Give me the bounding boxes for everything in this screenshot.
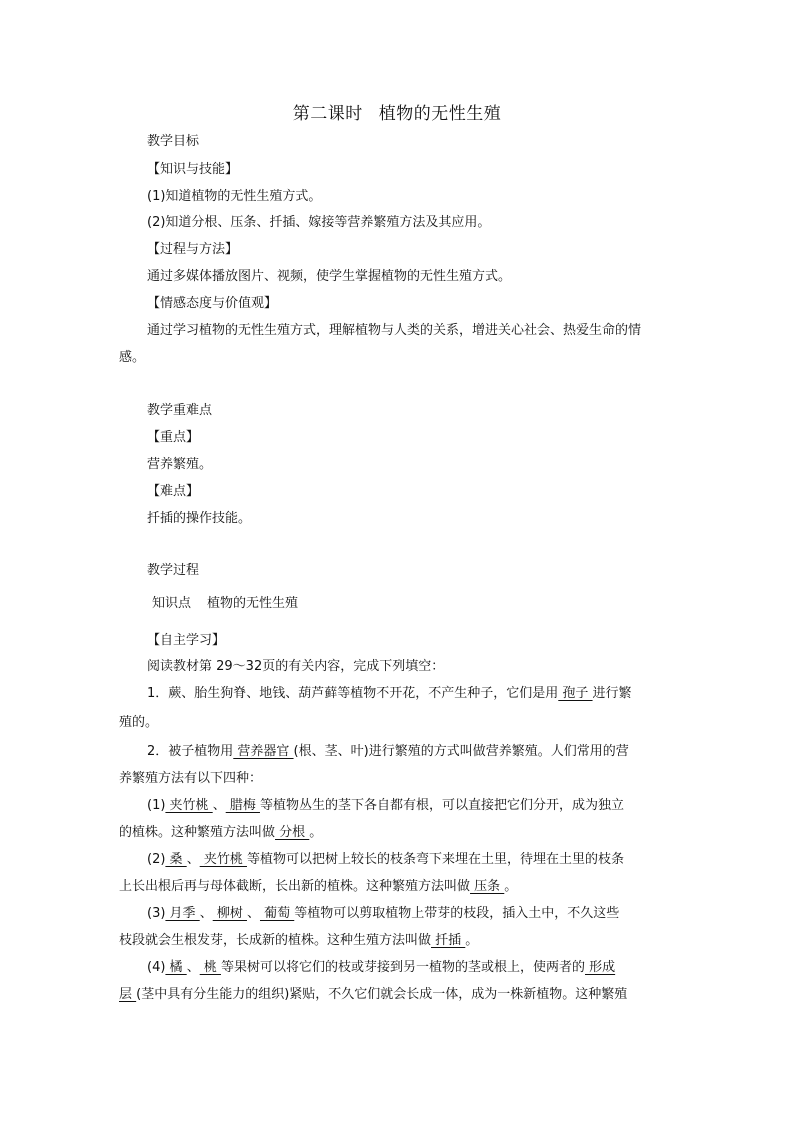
s3-answer-4: 扦插 bbox=[431, 933, 466, 948]
question-1-line-1 bbox=[147, 684, 632, 704]
s1-answer-1: 夹竹桃 bbox=[165, 798, 213, 813]
knowledge-point bbox=[152, 594, 298, 614]
sub-4-line-1 bbox=[147, 958, 615, 978]
knowledge-item-2: (2)知道分根、压条、扦插、嫁接等营养繁殖方法及其应用。 bbox=[147, 215, 491, 230]
q1-text: 1．蕨、胎生狗脊、地钱、葫芦藓等植物不开花，不产生种子，它们是用 bbox=[147, 686, 559, 701]
s2-sep: 、 bbox=[186, 852, 200, 867]
s1-end: 。 bbox=[309, 825, 323, 840]
s2-end: 。 bbox=[504, 879, 518, 894]
s2-text-2: 上长出根后再与母体截断，长出新的植株。这种繁殖方法叫做 bbox=[119, 879, 471, 894]
objectives-heading: 教学目标 bbox=[147, 134, 200, 149]
q1-text-end: 进行繁 bbox=[592, 686, 632, 701]
knowledge-point-title: 植物的无性生殖 bbox=[207, 596, 299, 611]
sub-2-line-2 bbox=[119, 877, 517, 897]
s2-answer-2: 夹竹桃 bbox=[199, 852, 247, 867]
question-2-line-1 bbox=[147, 742, 629, 762]
s3-label: (3) bbox=[147, 906, 166, 921]
s4-label: (4) bbox=[147, 960, 166, 975]
q1-answer: 孢子 bbox=[558, 686, 593, 701]
q2-text: 2．被子植物用 bbox=[147, 744, 234, 759]
sub-3-line-1 bbox=[147, 904, 619, 924]
q2-text-end: (根、茎、叶)进行繁殖的方式叫做营养繁殖。人们常用的营 bbox=[293, 744, 629, 759]
difficulty-heading: 【难点】 bbox=[147, 484, 200, 499]
knowledge-item-1: (1)知道植物的无性生殖方式。 bbox=[147, 189, 322, 204]
s4-answer-1: 橘 bbox=[165, 960, 187, 975]
s4-answer-3b: 层 bbox=[119, 987, 137, 1002]
process-heading: 教学过程 bbox=[147, 563, 200, 578]
s4-answer-3a: 形成 bbox=[584, 960, 616, 975]
s1-text-2: 的植株。这种繁殖方法叫做 bbox=[119, 825, 276, 840]
s3-answer-2: 柳树 bbox=[212, 906, 247, 921]
title-sub: 植物的无性生殖 bbox=[378, 104, 502, 124]
reading-instruction: 阅读教材第 29～32页的有关内容，完成下列填空： bbox=[147, 659, 445, 674]
s4-answer-2: 桃 bbox=[199, 960, 221, 975]
sub-1-line-1 bbox=[147, 796, 624, 816]
s3-sep-1: 、 bbox=[199, 906, 213, 921]
s3-answer-3: 葡萄 bbox=[259, 906, 295, 921]
question-2-line-2: 养繁殖方法有以下四种： bbox=[119, 771, 263, 786]
s4-text: 等果树可以将它们的枝或芽接到另一植物的茎或根上，使两者的 bbox=[220, 960, 585, 975]
s1-sep: 、 bbox=[212, 798, 226, 813]
s2-label: (2) bbox=[147, 852, 166, 867]
s1-text: 等植物丛生的茎下各自都有根，可以直接把它们分开，成为独立 bbox=[259, 798, 624, 813]
s4-sep: 、 bbox=[186, 960, 200, 975]
s4-text-2: (茎中具有分生能力的组织)紧贴，不久它们就会长成一体，成为一株新植物。这种繁殖 bbox=[136, 987, 628, 1002]
emotion-text-line-1: 通过学习植物的无性生殖方式，理解植物与人类的关系，增进关心社会、热爱生命的情 bbox=[147, 323, 642, 338]
process-method-heading: 【过程与方法】 bbox=[147, 242, 239, 257]
process-method-text: 通过多媒体播放图片、视频，使学生掌握植物的无性生殖方式。 bbox=[147, 269, 512, 284]
s1-label: (1) bbox=[147, 798, 166, 813]
sub-2-line-1 bbox=[147, 850, 624, 870]
keypoints-heading: 教学重难点 bbox=[147, 403, 213, 418]
sub-1-line-2 bbox=[119, 823, 322, 843]
s3-text: 等植物可以剪取植物上带芽的枝段，插入土中，不久这些 bbox=[294, 906, 620, 921]
s2-answer-1: 桑 bbox=[165, 852, 187, 867]
key-text: 营养繁殖。 bbox=[147, 457, 213, 472]
emotion-text-line-2: 感。 bbox=[119, 350, 146, 365]
s1-answer-3: 分根 bbox=[275, 825, 310, 840]
self-study-heading: 【自主学习】 bbox=[147, 633, 226, 648]
s2-answer-3: 压条 bbox=[470, 879, 505, 894]
emotion-heading: 【情感态度与价值观】 bbox=[147, 296, 278, 311]
s3-sep-2: 、 bbox=[246, 906, 260, 921]
q2-answer: 营养器官 bbox=[233, 744, 294, 759]
s3-text-2: 枝段就会生根发芽，长成新的植株。这种生殖方法叫做 bbox=[119, 933, 432, 948]
page-title bbox=[0, 99, 794, 124]
s2-text: 等植物可以把树上较长的枝条弯下来埋在土里，待埋在土里的枝条 bbox=[246, 852, 624, 867]
s3-answer-1: 月季 bbox=[165, 906, 200, 921]
knowledge-heading: 【知识与技能】 bbox=[147, 162, 239, 177]
difficulty-text: 扦插的操作技能。 bbox=[147, 511, 252, 526]
title-main: 第二课时 bbox=[292, 104, 363, 124]
s3-end: 。 bbox=[465, 933, 479, 948]
knowledge-point-label: 知识点 bbox=[152, 596, 192, 611]
sub-4-line-2 bbox=[119, 985, 627, 1005]
sub-3-line-2 bbox=[119, 931, 478, 951]
key-heading: 【重点】 bbox=[147, 430, 200, 445]
s1-answer-2: 腊梅 bbox=[225, 798, 260, 813]
question-1-line-2: 殖的。 bbox=[119, 715, 159, 730]
